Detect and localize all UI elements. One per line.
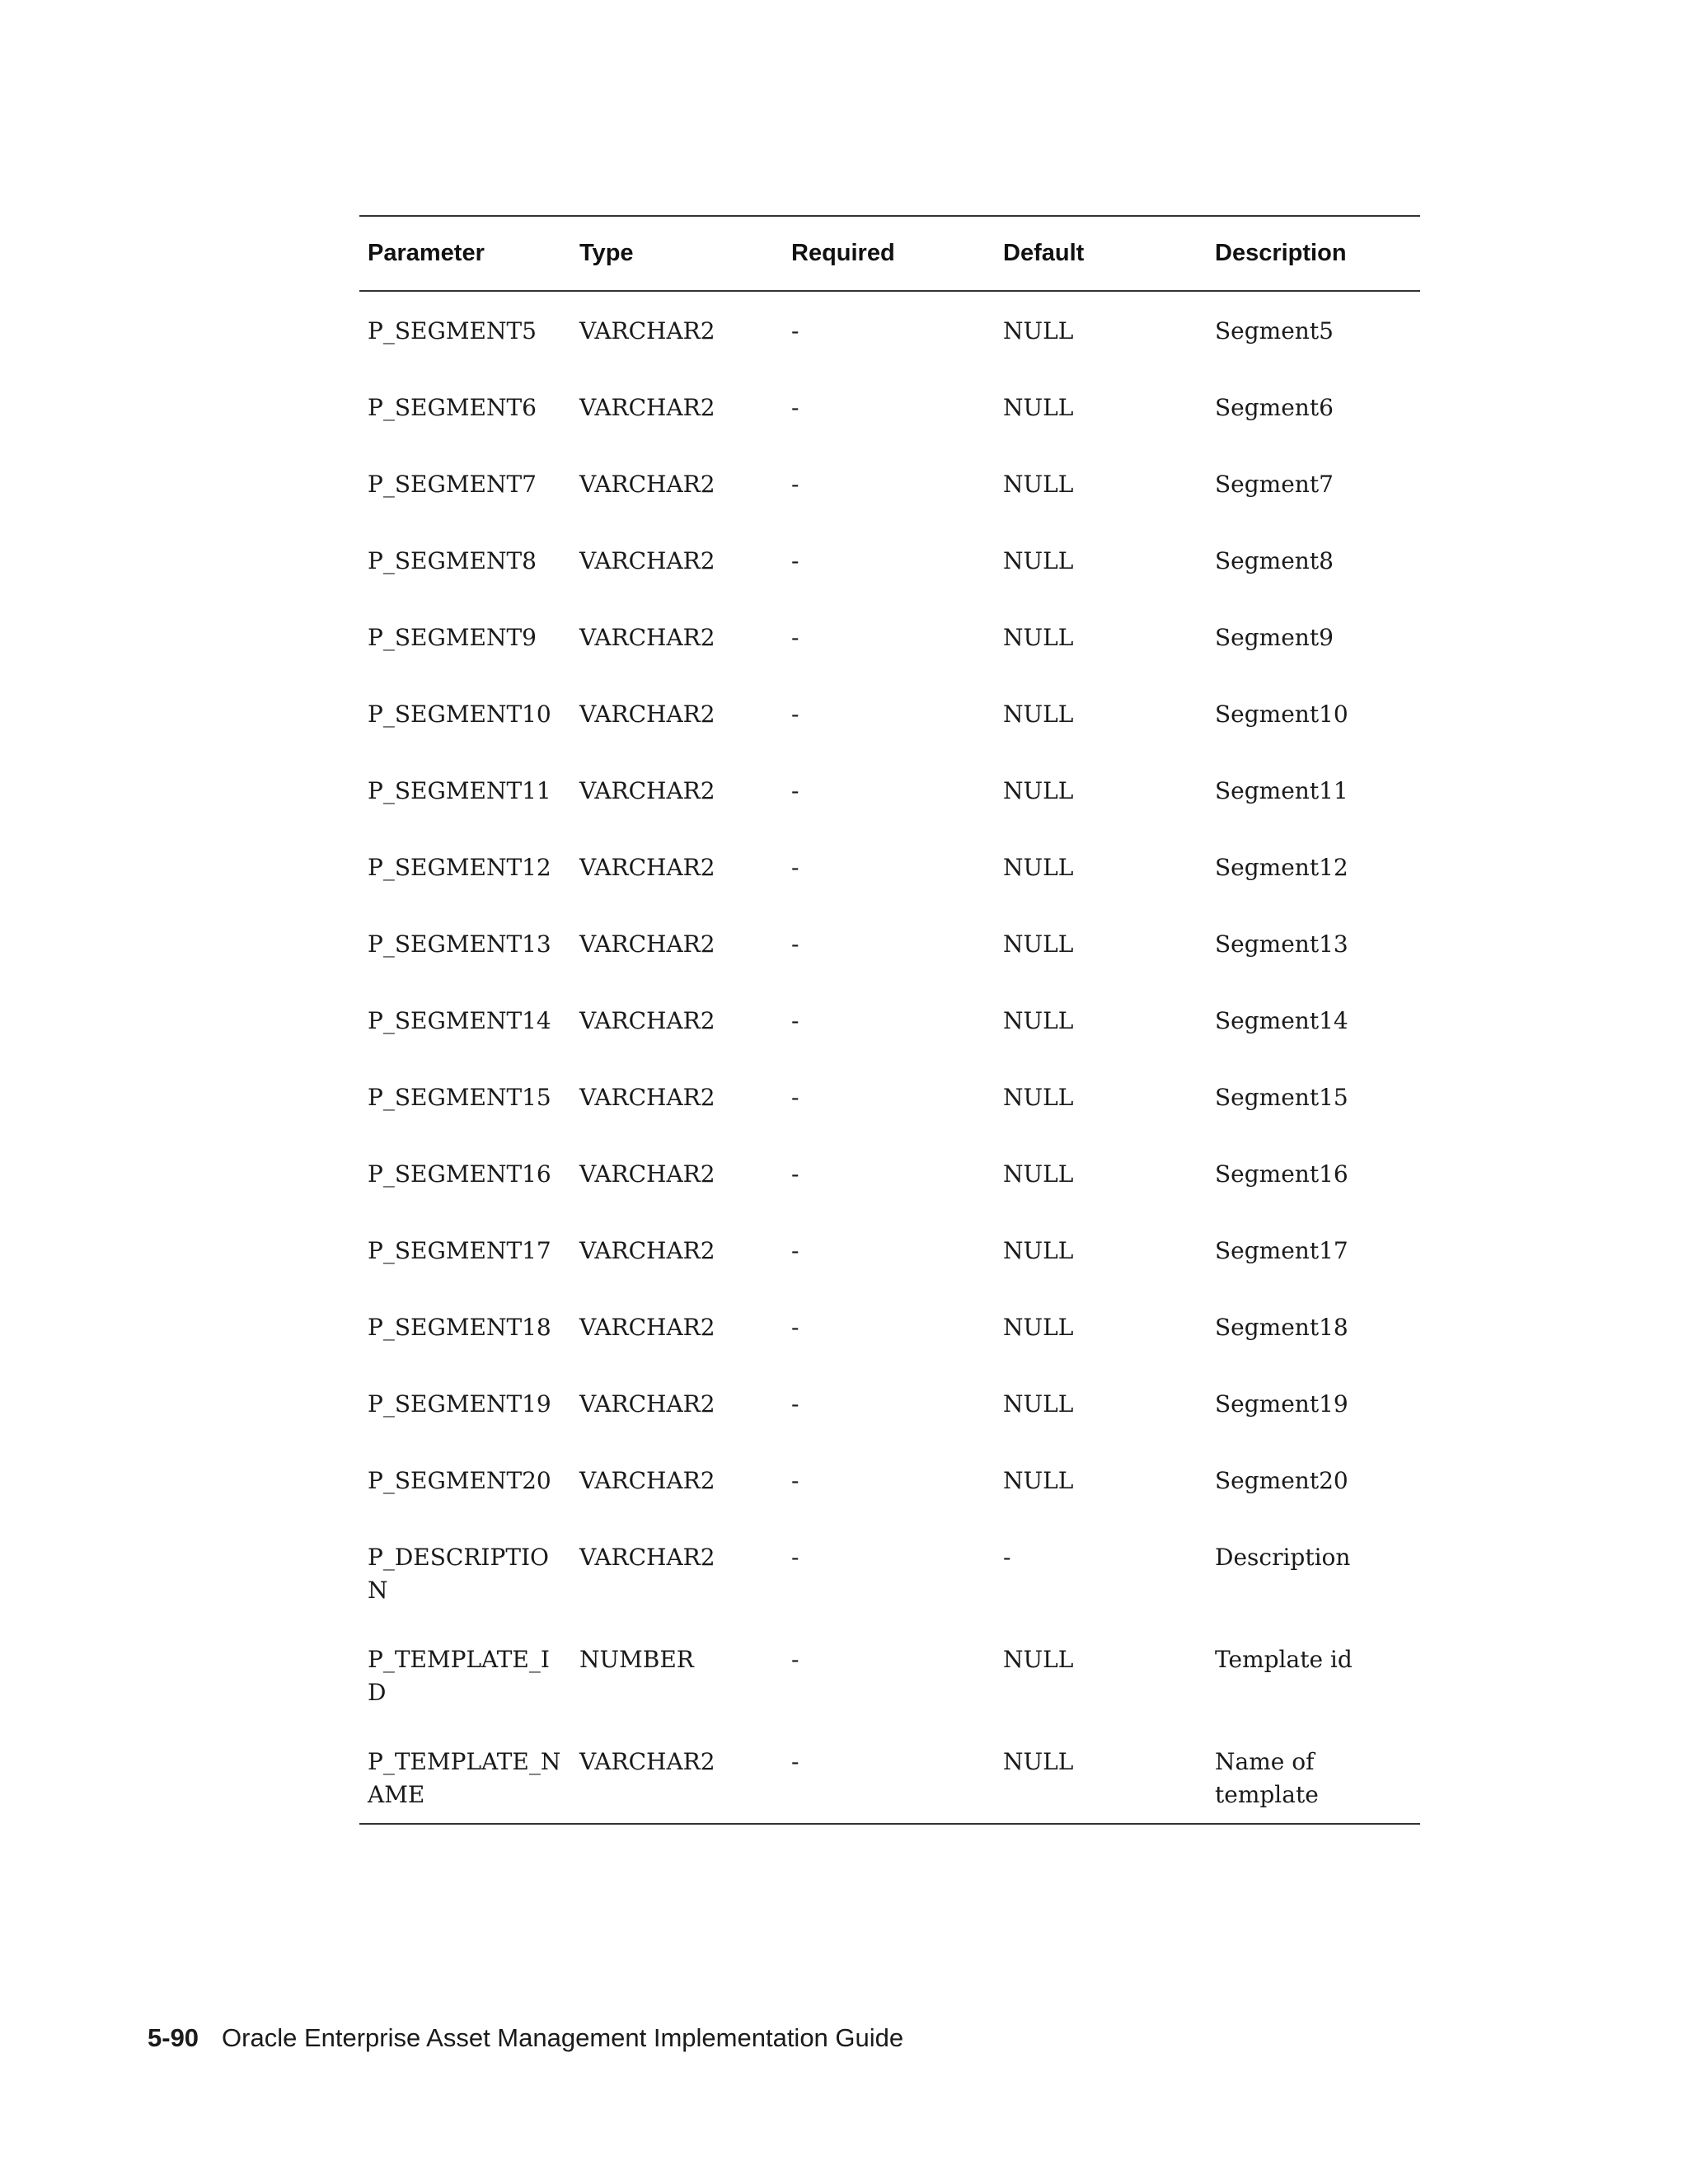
cell-type: NUMBER [579,1646,694,1673]
table-row [359,443,1420,520]
cell-required: - [791,701,799,728]
cell-parameter: P_SEGMENT5 [368,317,537,344]
cell-type: VARCHAR2 [579,1748,715,1775]
cell-required: - [791,547,799,574]
cell-default: NULL [1003,1646,1074,1673]
cell-required: - [791,777,799,804]
cell-type: VARCHAR2 [579,624,715,651]
cell-description: Segment9 [1215,624,1334,651]
cell-default: NULL [1003,1007,1074,1034]
page-number: 5-90 [148,2023,199,2052]
cell-default: NULL [1003,1160,1074,1188]
cell-parameter: P_SEGMENT20 [368,1467,551,1494]
cell-default: NULL [1003,1084,1074,1111]
table-row [359,750,1420,827]
cell-parameter: P_SEGMENT6 [368,394,537,421]
table-row [359,1619,1420,1721]
table-row [359,1516,1420,1619]
cell-description: Segment10 [1215,701,1348,728]
cell-description: Segment12 [1215,854,1348,881]
cell-parameter: P_SEGMENT16 [368,1160,551,1188]
cell-default: NULL [1003,394,1074,421]
cell-required: - [791,1646,799,1673]
cell-description: Segment11 [1215,777,1348,804]
cell-required: - [791,394,799,421]
cell-required: - [791,930,799,958]
cell-default: NULL [1003,777,1074,804]
cell-type: VARCHAR2 [579,317,715,344]
table-row [359,1057,1420,1133]
cell-required: - [791,1390,799,1418]
header-type: Type [579,240,634,266]
table-header [359,216,1420,291]
cell-parameter: P_SEGMENT9 [368,624,537,651]
cell-required: - [791,317,799,344]
cell-description: Segment7 [1215,471,1334,498]
cell-parameter: P_SEGMENT12 [368,854,551,881]
cell-description: Segment6 [1215,394,1334,421]
cell-parameter: P_SEGMENT17 [368,1237,551,1264]
cell-default: NULL [1003,854,1074,881]
cell-default: NULL [1003,701,1074,728]
cell-default: - [1003,1544,1011,1571]
cell-description: Segment13 [1215,930,1348,958]
table-row [359,367,1420,443]
cell-default: NULL [1003,1467,1074,1494]
cell-description: Template id [1215,1646,1353,1673]
cell-type: VARCHAR2 [579,1390,715,1418]
cell-parameter: P_SEGMENT14 [368,1007,551,1034]
cell-default: NULL [1003,471,1074,498]
cell-parameter: P_SEGMENT15 [368,1084,551,1111]
table-row [359,980,1420,1057]
cell-parameter: P_SEGMENT13 [368,930,551,958]
table-row [359,1440,1420,1516]
cell-required: - [791,1007,799,1034]
cell-parameter: P_TEMPLATE_NAME [368,1748,561,1808]
cell-required: - [791,1544,799,1571]
cell-default: NULL [1003,624,1074,651]
table-row [359,903,1420,980]
table-row [359,1133,1420,1210]
table-row [359,291,1420,367]
cell-parameter: P_DESCRIPTION [368,1544,550,1604]
cell-required: - [791,854,799,881]
cell-required: - [791,471,799,498]
cell-required: - [791,1467,799,1494]
cell-parameter: P_SEGMENT11 [368,777,551,804]
header-description: Description [1215,240,1347,266]
cell-type: VARCHAR2 [579,1314,715,1341]
table-row [359,1721,1420,1824]
cell-required: - [791,1314,799,1341]
table-row [359,827,1420,903]
cell-description: Segment18 [1215,1314,1348,1341]
table-row [359,1210,1420,1286]
cell-type: VARCHAR2 [579,1467,715,1494]
cell-type: VARCHAR2 [579,1237,715,1264]
table-row [359,1286,1420,1363]
table-row [359,1363,1420,1440]
cell-description: Segment5 [1215,317,1334,344]
cell-type: VARCHAR2 [579,854,715,881]
cell-required: - [791,1237,799,1264]
cell-default: NULL [1003,1748,1074,1775]
cell-description: Segment8 [1215,547,1334,574]
cell-description: Description [1215,1544,1351,1571]
cell-description: Segment16 [1215,1160,1348,1188]
footer-title: Oracle Enterprise Asset Management Implementation Guide [222,2023,904,2052]
cell-required: - [791,1160,799,1188]
cell-default: NULL [1003,930,1074,958]
header-row [359,216,1420,291]
cell-type: VARCHAR2 [579,1160,715,1188]
cell-parameter: P_TEMPLATE_ID [368,1646,550,1706]
cell-type: VARCHAR2 [579,930,715,958]
cell-type: VARCHAR2 [579,701,715,728]
cell-parameter: P_SEGMENT19 [368,1390,551,1418]
table-row [359,673,1420,750]
cell-description: Segment17 [1215,1237,1348,1264]
cell-parameter: P_SEGMENT10 [368,701,551,728]
cell-parameter: P_SEGMENT18 [368,1314,551,1341]
cell-parameter: P_SEGMENT7 [368,471,537,498]
table-body [359,291,1420,1824]
cell-required: - [791,624,799,651]
cell-description: Segment15 [1215,1084,1348,1111]
cell-type: VARCHAR2 [579,1084,715,1111]
header-default: Default [1003,240,1085,266]
cell-type: VARCHAR2 [579,547,715,574]
header-parameter: Parameter [368,240,485,266]
parameter-table [359,215,1420,1825]
table-row [359,597,1420,673]
table-row [359,520,1420,597]
cell-description: Name of template [1215,1748,1319,1808]
cell-type: VARCHAR2 [579,1007,715,1034]
cell-type: VARCHAR2 [579,471,715,498]
cell-type: VARCHAR2 [579,394,715,421]
cell-default: NULL [1003,1390,1074,1418]
cell-description: Segment20 [1215,1467,1348,1494]
cell-type: VARCHAR2 [579,777,715,804]
cell-required: - [791,1084,799,1111]
cell-default: NULL [1003,1314,1074,1341]
cell-default: NULL [1003,317,1074,344]
header-required: Required [791,240,895,266]
cell-default: NULL [1003,547,1074,574]
cell-parameter: P_SEGMENT8 [368,547,537,574]
cell-default: NULL [1003,1237,1074,1264]
cell-description: Segment14 [1215,1007,1348,1034]
page-footer [148,2023,903,2053]
cell-required: - [791,1748,799,1775]
cell-type: VARCHAR2 [579,1544,715,1571]
cell-description: Segment19 [1215,1390,1348,1418]
